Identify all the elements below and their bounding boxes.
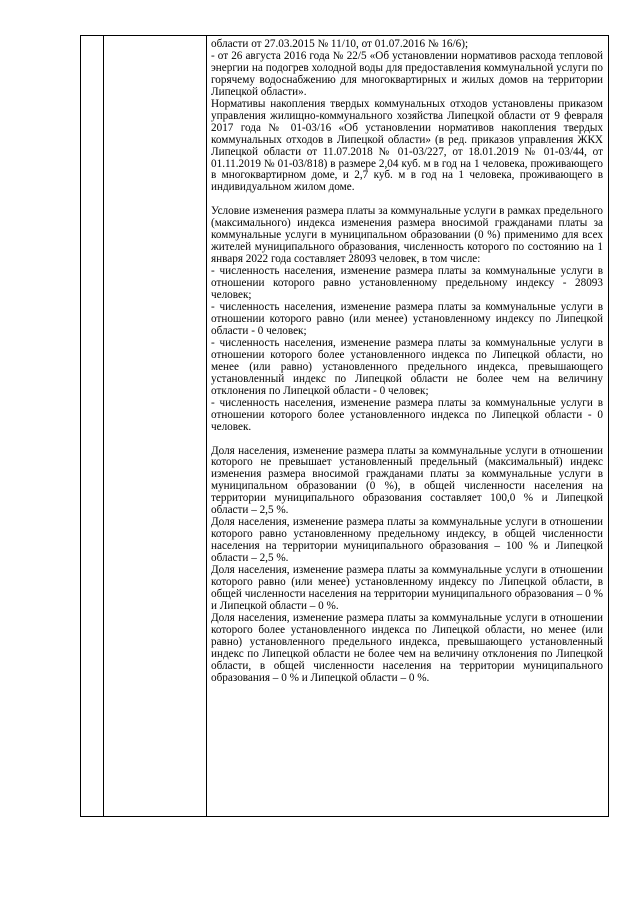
paragraph: - численность населения, изменение размера платы за коммунальные услуги в отношении которого равно (или менее) установленному индексу по Липецкой области - 0 человек; <box>211 301 603 337</box>
paragraph: Доля населения, изменение размера платы за коммунальные услуги в отношении которого равно (или менее) установленному индексу по Липецкой области, в общей численности населения на территории муниципального образования – 0 % и Липецкой области – 0 %. <box>211 564 603 612</box>
table-text-cell <box>211 39 603 685</box>
paragraph: - от 26 августа 2016 года № 22/5 «Об установлении нормативов расхода тепловой энергии на подогрев холодной воды для предоставления коммунальной услуги по горячему водоснабжению для многоквартирных и жилых домов на территории Липецкой области». <box>211 49 603 98</box>
paragraph: Условие изменения размера платы за коммунальные услуги в рамках предельного (максимального) индекса изменения размера вносимой гражданами платы за коммунальные услуги в муниципальном образовании (0 %) применимо для всех жителей муниципального образования, численность которого по состоянию на 1 января 2022 года составляет 28093 человек, в том числе: <box>211 205 603 266</box>
paragraph: Доля населения, изменение размера платы за коммунальные услуги в отношении которого равно установленному предельному индексу, в общей численности населения на территории муниципального образования – 100 % и Липецкой области – 2,5 %. <box>211 516 603 565</box>
paragraph: области от 27.03.2015 № 11/10, от 01.07.2016 № 16/6); <box>211 38 469 50</box>
paragraph: - численность населения, изменение размера платы за коммунальные услуги в отношении которого более установленного индекса по Липецкой области - 0 человек. <box>211 396 603 433</box>
document-table <box>80 35 609 817</box>
paragraph: Доля населения, изменение размера платы за коммунальные услуги в отношении которого более установленного индекса по Липецкой области, но менее (или равно) установленного предельного индекса, превышающего установленный индекс по Липецкой области не более чем на величину отклонения по Липецкой области, в общей численности населения на территории муниципального образования – 0 % и Липецкой области – 0 %. <box>211 611 603 684</box>
paragraph: - численность населения, изменение размера платы за коммунальные услуги в отношении которого более установленного индекса по Липецкой области, но менее (или равно) установленного предельного индекса, превышающего установленный индекс по Липецкой области не более чем на величину отклонения по Липецкой области - 0 человек; <box>211 336 603 397</box>
table-column-divider <box>206 36 207 816</box>
table-column-divider <box>103 36 104 816</box>
paragraph: Доля населения, изменение размера платы за коммунальные услуги в отношении которого не превышает установленный предельный (максимальный) индекс изменения размера вносимой гражданами платы за коммунальные услуги в муниципальном образовании (0 %), в общей численности населения на территории муниципального образования составляет 100,0 % и Липецкой области – 2,5 %. <box>211 444 603 517</box>
paragraph: Нормативы накопления твердых коммунальных отходов установлены приказом управления жилищно-коммунального хозяйства Липецкой области от 9 февраля 2017 года № 01-03/16 «Об установлении нормативов накопления твердых коммунальных отходов в Липецкой области» (в ред. приказов управления ЖКХ Липецкой области от 11.07.2018 № 01-03/227, от 18.01.2019 № 01-03/44, от 01.11.2019 № 01-03/818) в размере 2,04 куб. м в год на 1 человека, проживающего в многоквартирном доме, и 2,7 куб. м в год на 1 человека, проживающего в индивидуальном жилом доме. <box>211 97 603 194</box>
paragraph: - численность населения, изменение размера платы за коммунальные услуги в отношении которого равно установленному предельному индексу - 28093 человек; <box>211 265 603 302</box>
